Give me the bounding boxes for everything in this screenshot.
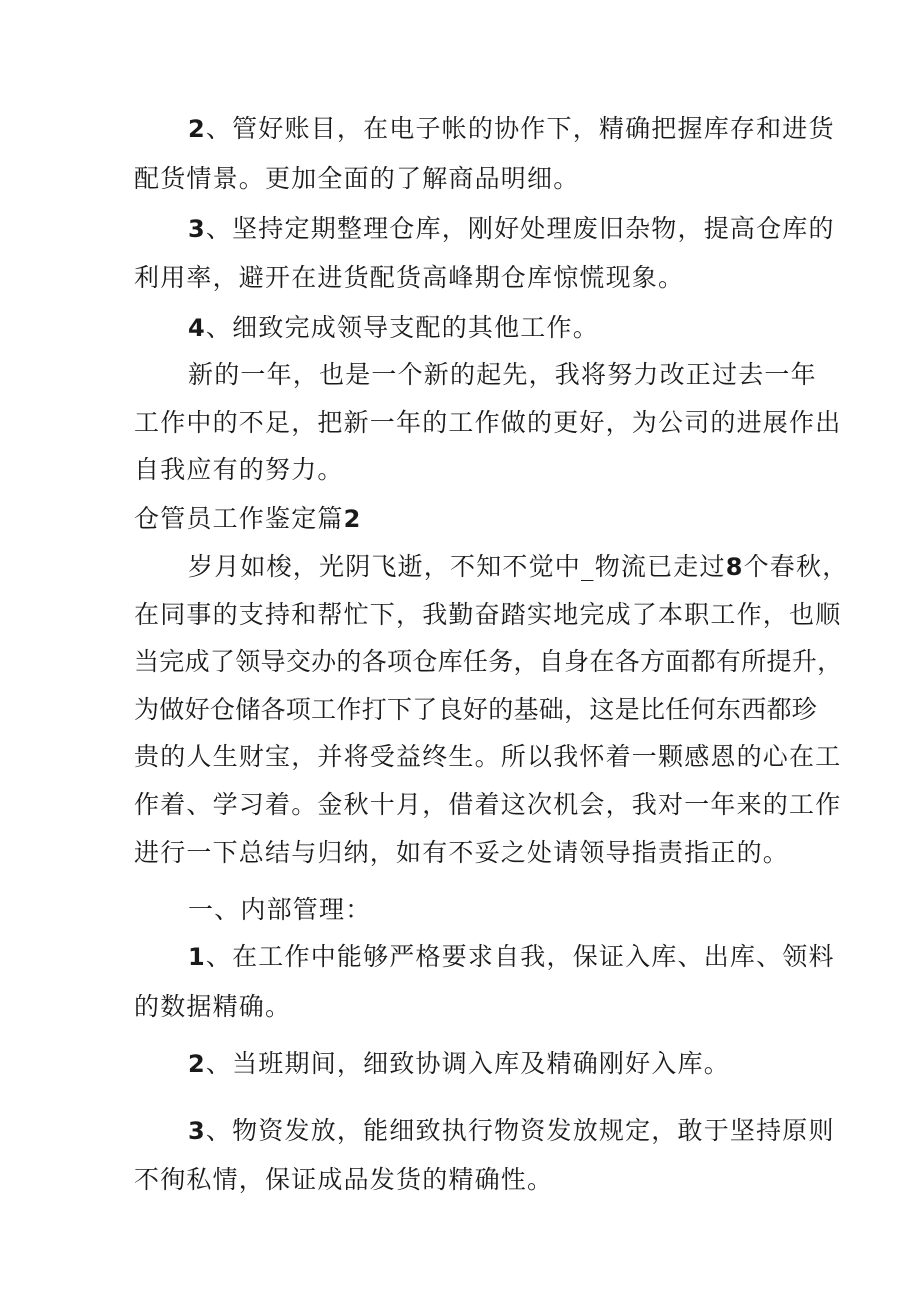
intro-line-6	[134, 788, 841, 822]
line-text: 自我应有的努力。	[134, 455, 344, 484]
intro-line-2	[134, 598, 841, 632]
intro-line-1	[188, 550, 848, 584]
item-2-line-1	[188, 1047, 730, 1081]
line-text: 配货情景。更加全面的了解商品明细。	[134, 164, 580, 193]
line-text: 工作中的不足，把新一年的工作做的更好，为公司的进展作出	[134, 408, 842, 437]
intro-line-3	[134, 645, 842, 679]
paragraph-3-line-2	[134, 261, 684, 295]
list-number: 3	[188, 215, 206, 243]
closing-paragraph-line-3	[134, 453, 344, 487]
list-number: 2	[188, 1050, 206, 1078]
item-3-line-1	[188, 1114, 835, 1148]
line-text: 岁月如梭，光阴飞逝，不知不觉中_物流已走过	[188, 552, 726, 581]
intro-line-5	[134, 740, 841, 774]
line-text: 作着、学习着。金秋十月，借着这次机会，我对一年来的工作	[134, 790, 842, 819]
closing-paragraph-line-2	[134, 406, 841, 440]
paragraph-2-line-2	[134, 162, 579, 196]
section-title-text: 仓管员工作鉴定篇	[134, 504, 344, 533]
item-1-line-1	[188, 940, 835, 974]
closing-paragraph-line-1	[188, 358, 817, 392]
list-number: 4	[188, 314, 206, 342]
section-title	[134, 502, 362, 536]
line-text: 的数据精确。	[134, 992, 292, 1021]
section-title-number: 2	[343, 505, 362, 533]
line-text: 、在工作中能够严格要求自我，保证入库、出库、领料	[205, 942, 835, 971]
line-text: 为做好仓储各项工作打下了良好的基础，这是比任何东西都珍	[134, 695, 818, 724]
line-text: 、细致完成领导支配的其他工作。	[205, 313, 599, 342]
list-number: 3	[188, 1117, 206, 1145]
intro-line-4	[134, 693, 817, 727]
line-text: 、坚持定期整理仓库，刚好处理废旧杂物，提高仓库的	[205, 214, 835, 243]
line-text: 、管好账目，在电子帐的协作下，精确把握库存和进货	[205, 114, 835, 143]
list-number: 1	[188, 943, 206, 971]
line-text: 、当班期间，细致协调入库及精确刚好入库。	[205, 1049, 730, 1078]
list-number: 2	[188, 115, 206, 143]
line-text: 当完成了领导交办的各项仓库任务，自身在各方面都有所提升，	[134, 647, 843, 676]
paragraph-3-line-1	[188, 212, 835, 246]
intro-line-7	[134, 836, 789, 870]
subheading-internal-management	[188, 893, 371, 927]
line-text: 、物资发放，能细致执行物资发放规定，敢于坚持原则	[205, 1116, 835, 1145]
item-1-line-2	[134, 990, 291, 1024]
line-text: 一、内部管理：	[188, 895, 372, 924]
item-3-line-2	[134, 1163, 553, 1197]
line-text: 不徇私情，保证成品发货的精确性。	[134, 1165, 554, 1194]
paragraph-2-line-1	[188, 112, 835, 146]
line-text: 贵的人生财宝，并将受益终生。所以我怀着一颗感恩的心在工	[134, 742, 842, 771]
line-text: 个春秋，	[743, 552, 849, 581]
line-text: 进行一下总结与归纳，如有不妥之处请领导指责指正的。	[134, 838, 790, 867]
line-text: 利用率，避开在进货配货高峰期仓库惊慌现象。	[134, 263, 685, 292]
line-text: 新的一年，也是一个新的起先，我将努力改正过去一年	[188, 360, 817, 389]
paragraph-4-line-1	[188, 311, 599, 345]
line-text: 在同事的支持和帮忙下，我勤奋踏实地完成了本职工作，也顺	[134, 600, 842, 629]
inline-number: 8	[725, 553, 744, 581]
